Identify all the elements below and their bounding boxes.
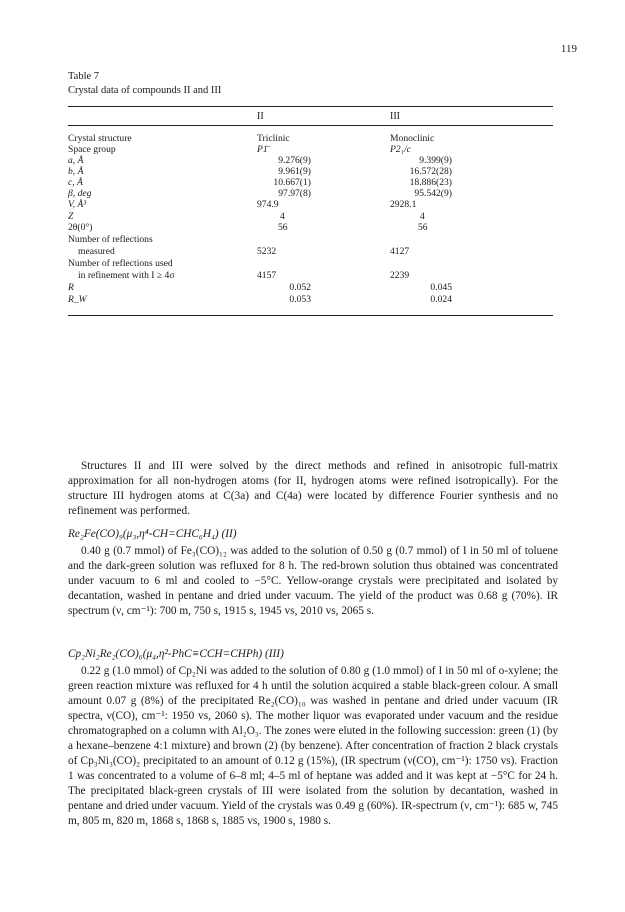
section-heading-ii: Re₂Fe(CO)₉(μ₃,η⁴-CH=CHC₆H₄) (II) — [68, 528, 237, 540]
row-label: 2θ(0°) — [68, 222, 93, 233]
column-header-iii: III — [390, 111, 400, 122]
column-header-ii: II — [257, 111, 264, 122]
row-value-ii: P1̄ — [257, 144, 268, 155]
row-value-iii: 4 — [420, 211, 425, 222]
section-compound-iii — [68, 647, 558, 829]
row-value-iii: 18.886(23) — [409, 177, 452, 188]
table-header — [68, 107, 553, 125]
paragraph-text: 0.40 g (0.7 mmol) of Fe₃(CO)₁₂ was added to the solution of 0.50 g (0.7 mmol) of I in 50 ml of toluene and the dark-green solution was refluxed for 8 h. The red-brown solution thus obtained was concentrated under vacuum to 6 ml and cooled to −5°C. Yellow-orange crystals were precipitated and isolated by decantation, washed in pentane and dried under vacuum. The yield of the product was 0.68 g (70%). IR spectrum (ν, cm⁻¹): 700 m, 750 s, 1915 s, 1945 vs, 2010 vs, 2065 s. — [68, 545, 558, 617]
row-value-ii: 5232 — [257, 246, 277, 257]
section-compound-ii — [68, 527, 558, 619]
row-label: β, deg — [68, 188, 92, 199]
row-value-iii: 0.045 — [430, 282, 452, 293]
row-label: b, Å — [68, 166, 84, 177]
row-label: a, Å — [68, 155, 84, 166]
row-value-iii: 2239 — [390, 270, 410, 281]
crystal-data-table — [68, 70, 553, 316]
row-value-ii: 0.052 — [289, 282, 311, 293]
row-label: R_W — [68, 294, 87, 305]
row-value-ii: 10.667(1) — [273, 177, 311, 188]
row-value-iii: 0.024 — [430, 294, 452, 305]
row-label: measured — [78, 246, 115, 257]
row-label: Space group — [68, 144, 116, 155]
row-value-ii: 0.053 — [289, 294, 311, 305]
row-label: Number of reflections used — [68, 258, 173, 269]
paragraph-structure-solution — [68, 459, 558, 519]
row-value-ii: 56 — [278, 222, 288, 233]
row-label: R — [68, 282, 74, 293]
table-caption: Crystal data of compounds II and III — [68, 85, 222, 96]
row-label: V, Å³ — [68, 199, 87, 210]
page-number: 119 — [560, 43, 577, 55]
row-value-ii: 4 — [280, 211, 285, 222]
section-heading-iii: Cp₂Ni₂Re₂(CO)₆(μ₄,η²-PhC≡CCH=CHPh) (III) — [68, 648, 284, 660]
row-label: Crystal structure — [68, 133, 132, 144]
row-value-iii: 95.542(9) — [414, 188, 452, 199]
row-value-iii: 4127 — [390, 246, 410, 257]
row-value-ii: Triclinic — [257, 133, 290, 144]
row-value-iii: P2₁/c — [390, 144, 411, 155]
row-label: Number of reflections — [68, 234, 153, 245]
row-value-ii: 9.961(9) — [278, 166, 311, 177]
row-value-iii: 16.572(28) — [409, 166, 452, 177]
paragraph-text: Structures II and III were solved by the direct methods and refined in anisotropic full-matrix approximation for all non-hydrogen atoms (for II, hydrogen atoms were refined isotropically). For the structure III hydrogen atoms at C(3a) and C(4a) were located by difference Fourier synthesis and no refinement was performed. — [68, 460, 558, 517]
row-value-iii: 56 — [418, 222, 428, 233]
row-value-ii: 9.276(9) — [278, 155, 311, 166]
row-value-ii: 97.97(8) — [278, 188, 311, 199]
row-value-iii: Monoclinic — [390, 133, 435, 144]
row-label: c, Å — [68, 177, 83, 188]
row-value-iii: 9.399(9) — [419, 155, 452, 166]
table-label: Table 7 — [68, 71, 100, 82]
row-label: in refinement with I ≥ 4σ — [78, 270, 175, 281]
table-body — [68, 126, 553, 358]
row-value-iii: 2928.1 — [390, 199, 417, 210]
paragraph-text: 0.22 g (1.0 mmol) of Cp₂Ni was added to the solution of 0.80 g (1.0 mmol) of I in 50 ml of o-xylene; the green reaction mixture was refluxed for 4 h until the solution acquired a stable black-green colour. A small amount 0.07 g (8%) of the precipitated Re₂(CO)₁₀ was washed in pentane and dried under vacuum (IR spectra, ν(CO), cm⁻¹: 1950 vs, 2060 s). The mother liquor was evaporated under vacuum and the residue chromatographed on a column with Al₂O₃. The zones were eluted in the following succession: green (1) (by a hexane–benzene 4:1 mixture) and brown (2) (by benzene). After concentration of fraction 2 black crystals of Cp₃Ni₃(CO)₂ precipitated to an amount of 0.12 g (15%), (IR spectrum (ν(CO), cm⁻¹): 1750 vs). Fraction 1 was concentrated to a volume of 6–8 ml; 4–5 ml of heptane was added and it was kept at −5°C for 24 h. The precipitated black-green crystals of III were isolated from the solution by decantation, washed in pentane and dried under vacuum. Yield of the crystals was 0.49 g (60%). IR-spectrum (ν, cm⁻¹): 685 w, 745 m, 805 m, 820 m, 1868 s, 1868 s, 1885 vs, 1900 s, 1980 s. — [68, 665, 558, 827]
row-value-ii: 974.9 — [257, 199, 279, 210]
row-value-ii: 4157 — [257, 270, 277, 281]
row-label: Z — [68, 211, 74, 222]
